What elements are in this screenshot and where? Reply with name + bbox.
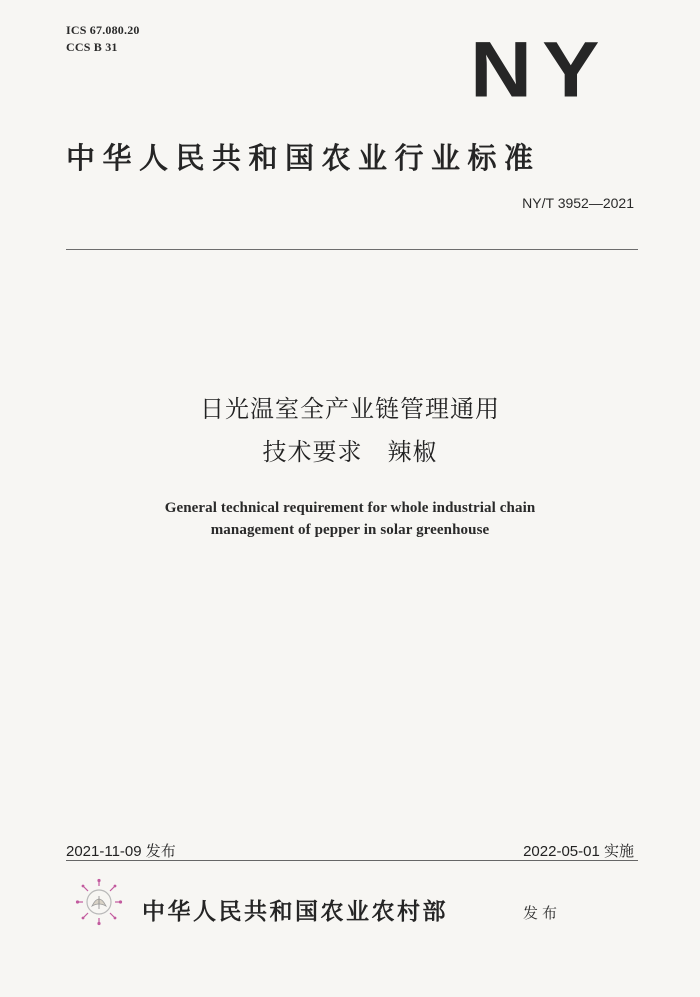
title-en-line2: management of pepper in solar greenhouse: [210, 522, 490, 538]
issue-date: 2021-11-09 发布: [66, 843, 176, 860]
standard-number: NY/T 3952—2021: [522, 195, 634, 211]
issuer-suffix: 发布: [523, 904, 562, 922]
ny-logo: NY: [470, 25, 610, 115]
title-en-line1: General technical requirement for whole industrial chain: [164, 500, 536, 516]
header-divider: [66, 249, 638, 250]
standard-category-title: 中华人民共和国农业行业标准: [66, 141, 541, 175]
implementation-date: 2022-05-01 实施: [523, 843, 634, 860]
title-zh-line2: 技术要求 辣椒: [262, 438, 438, 466]
issuing-authority: 中华人民共和国农业农村部: [142, 898, 448, 925]
ics-code: ICS 67.080.20: [66, 23, 140, 37]
title-zh-line1: 日光温室全产业链管理通用: [200, 395, 500, 423]
ccs-code: CCS B 31: [66, 40, 118, 54]
ministry-emblem-icon: [75, 878, 123, 926]
footer-divider: [66, 860, 638, 861]
